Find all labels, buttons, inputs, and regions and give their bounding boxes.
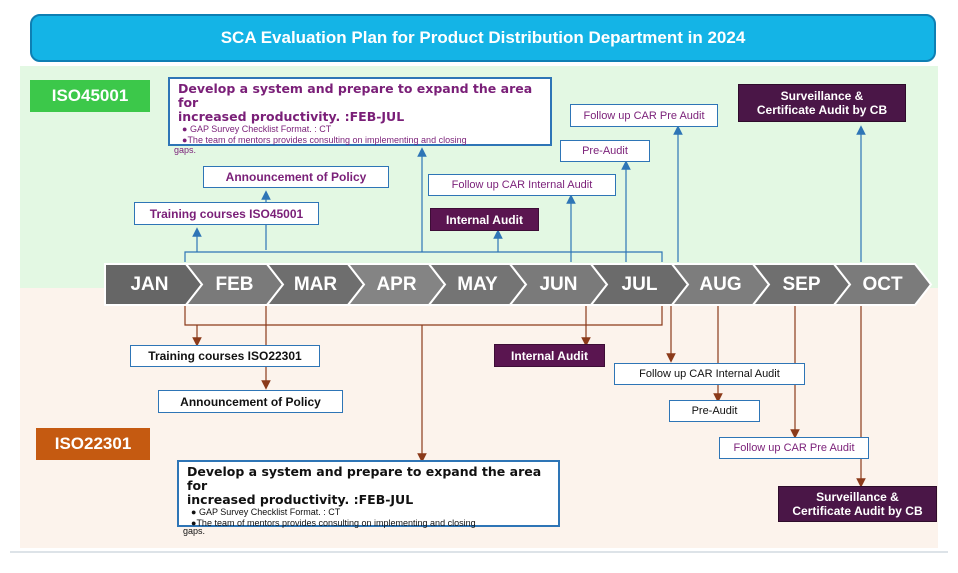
month-label: JUL — [621, 273, 658, 295]
surveillance-line1: Surveillance & — [780, 89, 864, 103]
develop-title-line2: increased productivity. :FEB-JUL — [187, 492, 414, 507]
month-label: JUN — [539, 273, 578, 295]
iso45001-announcement-box: Announcement of Policy — [203, 166, 389, 188]
iso22301-label: ISO22301 — [36, 428, 150, 460]
month-label: SEP — [782, 273, 821, 295]
page-title: SCA Evaluation Plan for Product Distribution Department in 2024 — [30, 14, 936, 62]
iso22301-surveillance-box — [778, 486, 937, 522]
iso22301-announcement-box: Announcement of Policy — [158, 390, 343, 413]
develop-bullet1: GAP Survey Checklist Format. : CT — [198, 507, 341, 517]
develop-title-line1: Develop a system and prepare to expand the area for — [178, 81, 533, 110]
iso45001-follow-pre-box: Follow up CAR Pre Audit — [570, 104, 718, 127]
develop-bullet1: GAP Survey Checklist Format. : CT — [189, 124, 332, 134]
surveillance-line2: Certificate Audit by CB — [792, 504, 923, 518]
month-label: MAY — [457, 273, 498, 295]
iso45001-pre-audit-box: Pre-Audit — [560, 140, 650, 162]
month-label: JAN — [130, 273, 169, 295]
develop-bullet2-cont: gaps. — [183, 526, 206, 536]
develop-bullet2: The team of mentors provides consulting on implementing and closing — [187, 135, 467, 145]
develop-title-line1: Develop a system and prepare to expand the area for — [187, 464, 542, 493]
month-label: MAR — [293, 273, 338, 295]
iso22301-pre-audit-box: Pre-Audit — [669, 400, 760, 422]
develop-bullet2: The team of mentors provides consulting on implementing and closing — [196, 518, 476, 528]
month-label: OCT — [862, 273, 903, 295]
iso45001-follow-internal-box: Follow up CAR Internal Audit — [428, 174, 616, 196]
iso45001-surveillance-box — [738, 84, 906, 122]
month-label: AUG — [699, 273, 742, 295]
iso22301-follow-internal-box: Follow up CAR Internal Audit — [614, 363, 805, 385]
month-label: APR — [376, 273, 417, 295]
month-label: FEB — [215, 273, 254, 295]
iso22301-develop-box: Develop a system and prepare to expand the area for increased productivity. :FEB-JUL ● GAP Survey Checklist Format. : CT ●The team of mentors provides consulting on implementing and closing — [177, 460, 560, 527]
iso45001-internal-audit-box: Internal Audit — [430, 208, 539, 231]
surveillance-line1: Surveillance & — [816, 490, 899, 504]
iso45001-develop-box: Develop a system and prepare to expand the area for increased productivity. :FEB-JUL ● GAP Survey Checklist Format. : CT ●The team of mentors provides consulting on implementing and closing — [168, 77, 552, 146]
develop-bullet2-cont: gaps. — [174, 145, 197, 155]
surveillance-line2: Certificate Audit by CB — [756, 103, 888, 117]
develop-title-line2: increased productivity. :FEB-JUL — [178, 109, 405, 124]
iso45001-label: ISO45001 — [30, 80, 150, 112]
iso22301-follow-pre-box: Follow up CAR Pre Audit — [719, 437, 869, 459]
iso22301-training-box: Training courses ISO22301 — [130, 345, 320, 367]
iso45001-training-box: Training courses ISO45001 — [134, 202, 319, 225]
iso22301-internal-audit-box: Internal Audit — [494, 344, 605, 367]
